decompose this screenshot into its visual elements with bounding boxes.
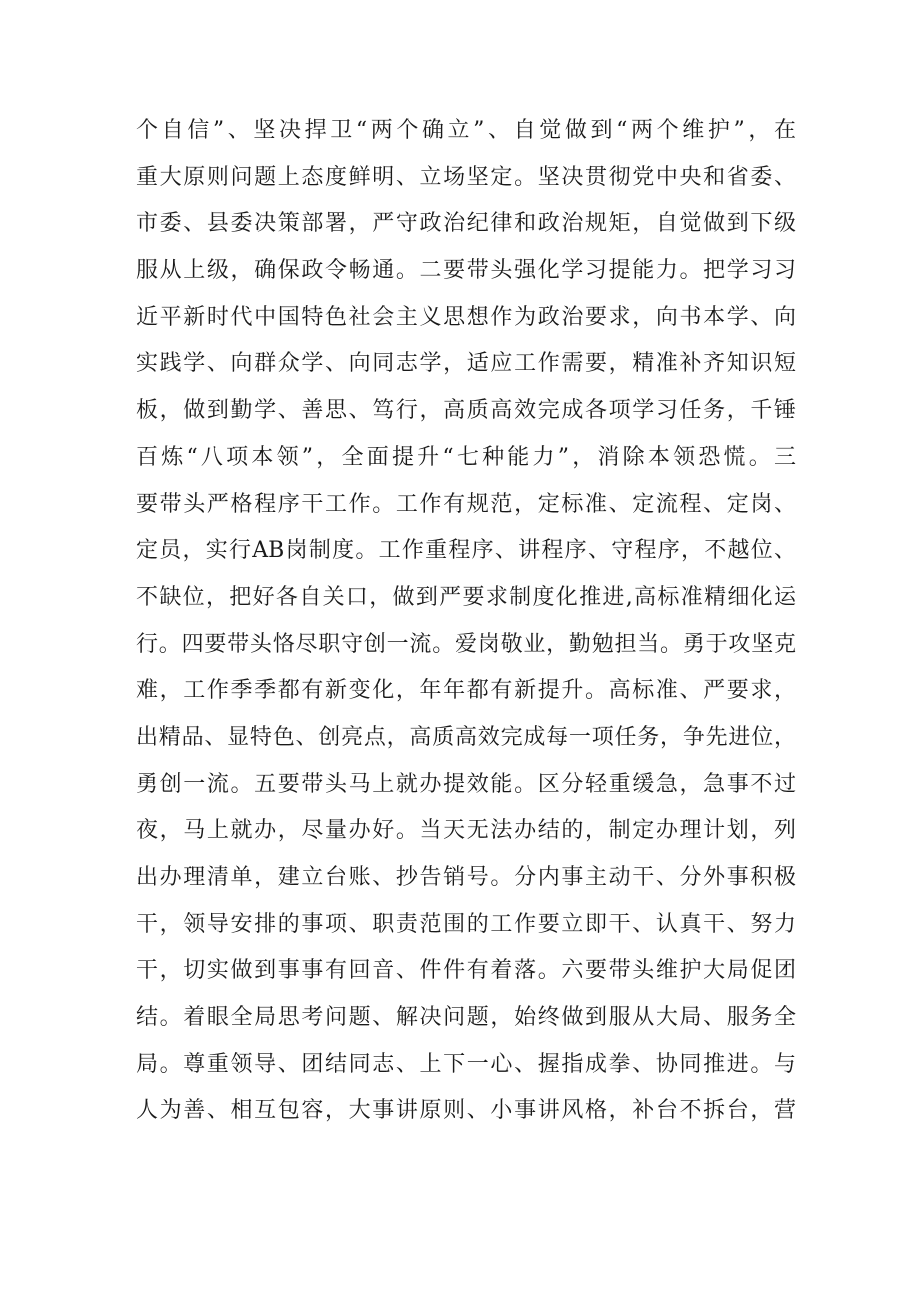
text-line: 定员，实行AB岗制度。工作重程序、讲程序、守程序，不越位、 [136, 538, 796, 564]
text-line: 行。四要带头恪尽职守创一流。爱岗敬业，勤勉担当。勇于攻坚克 [136, 631, 796, 657]
text-line: 要带头严格程序干工作。工作有规范，定标准、定流程、定岗、 [136, 491, 796, 517]
text-line: 个自信”、坚决捍卫“两个确立”、自觉做到“两个维护”，在 [136, 118, 796, 143]
text-line: 重大原则问题上态度鲜明、立场坚定。坚决贯彻党中央和省委、 [136, 164, 796, 190]
text-line: 夜，马上就办，尽量办好。当天无法办结的，制定办理计划，列 [136, 818, 796, 844]
text-line: 结。着眼全局思考问题、解决问题，始终做到服从大局、服务全 [136, 1005, 796, 1031]
text-line: 人为善、相互包容，大事讲原则、小事讲风格，补台不拆台，营 [136, 1098, 796, 1124]
text-line: 干，领导安排的事项、职责范围的工作要立即干、认真干、努力 [136, 911, 796, 937]
text-line: 难，工作季季都有新变化，年年都有新提升。高标准、严要求， [136, 678, 796, 704]
text-line: 近平新时代中国特色社会主义思想作为政治要求，向书本学、向 [136, 304, 796, 330]
text-line: 服从上级，确保政令畅通。二要带头强化学习提能力。把学习习 [136, 258, 796, 284]
text-line: 不缺位，把好各自关口，做到严要求制度化推进,高标准精细化运 [136, 584, 796, 610]
text-line: 出办理清单，建立台账、抄告销号。分内事主动干、分外事积极 [136, 865, 796, 890]
text-line: 勇创一流。五要带头马上就办提效能。区分轻重缓急，急事不过 [136, 771, 796, 797]
text-line: 板，做到勤学、善思、笃行，高质高效完成各项学习任务，千锤 [136, 398, 796, 424]
body-paragraph [136, 108, 796, 1135]
text-line: 百炼“八项本领”，全面提升“七种能力”，消除本领恐慌。三 [136, 444, 796, 470]
text-line: 局。尊重领导、团结同志、上下一心、握指成拳、协同推进。与 [136, 1051, 796, 1077]
text-line: 出精品、显特色、创亮点，高质高效完成每一项任务，争先进位， [136, 724, 796, 750]
text-line: 实践学、向群众学、向同志学，适应工作需要，精准补齐知识短 [136, 351, 796, 377]
text-line: 干，切实做到事事有回音、件件有着落。六要带头维护大局促团 [136, 958, 796, 984]
text-line: 市委、县委决策部署，严守政治纪律和政治规矩，自觉做到下级 [136, 211, 796, 237]
